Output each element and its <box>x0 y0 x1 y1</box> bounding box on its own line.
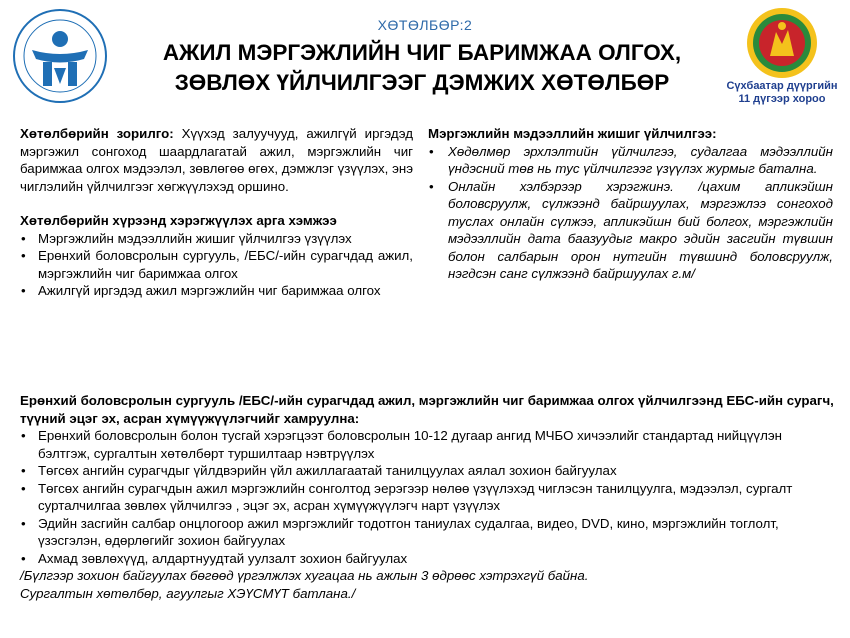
measures-title: Хөтөлбөрийн хүрээнд хэрэгжүүлэх арга хэмжээ <box>20 213 337 228</box>
goal-text: Хүүхэд залуучууд, ажилгүй иргэдэд мэргэжил сонгоход шаардлагатай ажил, мэргэжлийн чиг баримжаа олгох мэдээлэл, зөвлөгөө өгөх, дэмжлэг үзүүлэх, энэ чиглэлийн үйлчилгээг хөгжүүлэхэд оршино. <box>20 126 413 194</box>
list-item: • Ахмад зөвлөхүүд, алдартнуудтай уулзалт зохион байгуулах <box>20 550 835 568</box>
page-title <box>122 38 722 98</box>
district-name: Сүхбаатар дүүргийн <box>726 80 838 92</box>
title-line-2: ЗӨВЛӨХ ҮЙЛЧИЛГЭЭГ ДЭМЖИХ ХӨТӨЛБӨР <box>174 70 670 95</box>
bottom-title: Ерөнхий боловсролын сургууль /ЕБС/-ийн сурагчдад ажил, мэргэжлийн чиг баримжаа олгох үйлчилгээнд ЕБС-ийн сурагч, түүний эцэг эх, асран хүмүүжүүлэгчийг хамруулна: <box>20 393 834 426</box>
list-item: • Онлайн хэлбэрээр хэрэгжинэ. /цахим апликэйшн боловсруулж, сүлжээнд байршуулах, мэргэжлээ сонгоход туслах онлайн сүлжээ, апликэйшн бий болгох, мэргэжлийн мэдээллийн дата баазуудыг макро эдийн засгийн түвшин болон салбарын орон нутгийн түвшинд боловсруулж, нэгдсэн санг сүлжээнд байршуулах г.м/ <box>428 178 833 283</box>
goal-label: Хөтөлбөрийн зорилго: <box>20 126 174 141</box>
list-item: • Төгсөх ангийн сурагчдыг үйлдвэрийн үйл ажиллагаатай танилцуулах аялал зохион байгуулах <box>20 462 835 480</box>
district-emblem-icon <box>745 6 819 80</box>
bottom-list <box>20 427 835 567</box>
list-item: • Мэргэжлийн мэдээллийн жишиг үйлчилгээ үзүүлэх <box>20 230 413 248</box>
left-column <box>20 125 413 300</box>
note-line-1: /Бүлгээр зохион байгуулах бөгөөд үргэлжлэх хугацаа нь ажлын 3 өдрөөс хэтрэхгүй байна. <box>20 568 589 583</box>
list-item: • Эдийн засгийн салбар онцлогоор ажил мэргэжлийг тодотгон таниулах судалгаа, видео, DVD, кино, мэргэжлийн тоглолт, үзэсгэлэн, өдөрлөгийг зохион байгуулах <box>20 515 835 550</box>
program-number: ХӨТӨЛБӨР:2 <box>377 17 473 33</box>
list-item: • Төгсөх ангийн сурагчдын ажил мэргэжлийн сонголтод эерэгээр нөлөө үзүүлэхэд чиглэсэн танилцуулга, мэдээлэл, сургалт сурталчилгаа зөвлөх үйлчилгээ , эцэг эх, асран хүмүүжүүлэгч нарт үзүүлэх <box>20 480 835 515</box>
district-logo <box>722 6 842 116</box>
khoroo-name: 11 дүгээр хороо <box>738 93 826 105</box>
list-item: • Ажилгүй иргэдэд ажил мэргэжлийн чиг баримжаа олгох <box>20 282 413 300</box>
bottom-section <box>20 392 835 602</box>
note-line-2: Сургалтын хөтөлбөр, агуулгыг ХЭҮСМҮТ батлана./ <box>20 585 356 601</box>
right-list <box>428 143 833 283</box>
goal-paragraph <box>20 125 413 195</box>
list-item: • Хөдөлмөр эрхлэлтийн үйлчилгээ, судалгаа мэдээллийн үндэсний төв нь тус үйлчилгээг үзүүлэх журмыг батална. <box>428 143 833 178</box>
right-section-title: Мэргэжлийн мэдээллийн жишиг үйлчилгээ: <box>428 126 717 141</box>
list-item: • Ерөнхий боловсролын болон тусгай хэрэгцээт боловсролын 10-12 дугаар ангид МЧБО хичээлийг стандартад нийцүүлэн бэлтгэж, сургалтын хөтөлбөрт туршилтаар нэвтрүүлэх <box>20 427 835 462</box>
measures-list <box>20 230 413 300</box>
title-line-1: АЖИЛ МЭРГЭЖЛИЙН ЧИГ БАРИМЖАА ОЛГОХ, <box>162 40 682 65</box>
right-column <box>428 125 833 283</box>
list-item: • Ерөнхий боловсролын сургууль, /ЕБС/-ийн сурагчдад ажил, мэргэжлийн чиг баримжаа олгох <box>20 247 413 282</box>
